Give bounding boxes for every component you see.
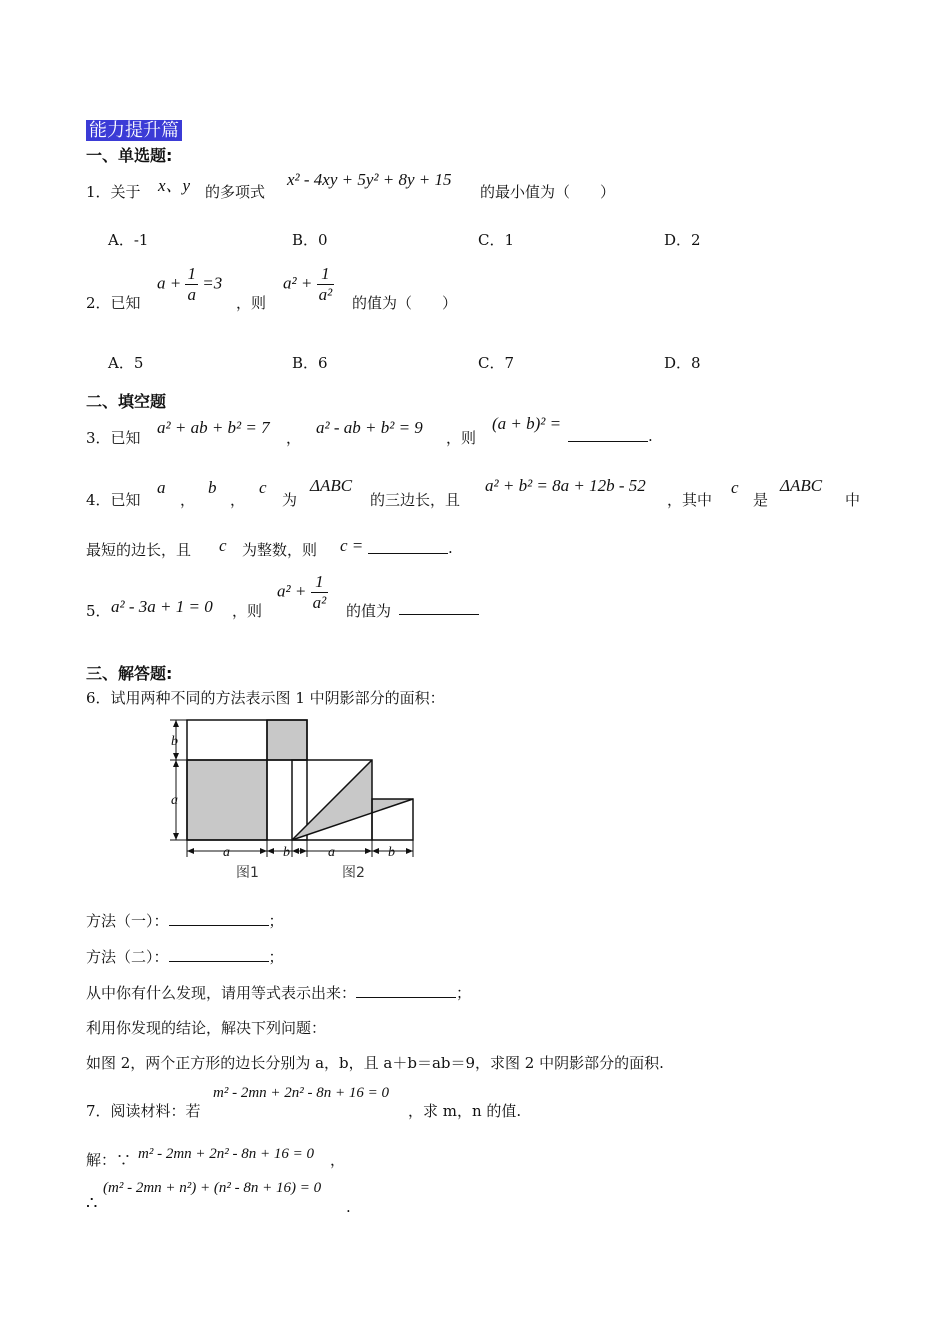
q6-stem: 6．试用两种不同的方法表示图 1 中阴影部分的面积：	[86, 689, 445, 707]
q4-number: 4．已知	[86, 491, 141, 509]
q5-expression: a² - 3a + 1 = 0	[111, 597, 213, 616]
q1-expression: x² - 4xy + 5y² + 8y + 15	[287, 170, 452, 189]
q3-expr-3: (a + b)² =	[492, 414, 562, 433]
q1-option-a[interactable]: A．-1	[108, 231, 149, 249]
q3-sep: ，	[286, 429, 302, 447]
q4-answer-blank[interactable]	[368, 539, 448, 558]
fig2-label-a: a	[328, 845, 335, 860]
q4-line-2b: 为整数，则	[242, 541, 318, 559]
q7-solution-expr-2: (m² - 2mn + n²) + (n² - 8n + 16) = 0	[103, 1180, 322, 1196]
q7-solution-expr-1: m² - 2mn + 2n² - 8n + 16 = 0	[138, 1146, 315, 1162]
q7-number: 7．阅读材料：若	[86, 1102, 201, 1120]
page-title: 能力提升篇	[86, 116, 182, 142]
q7-solution-end-2: .	[346, 1198, 351, 1216]
q2-option-c[interactable]: C．7	[478, 354, 515, 372]
q4-text-1: 的三边长，且	[370, 491, 461, 509]
q4-end: .	[448, 539, 453, 557]
q4-var-a: a	[157, 478, 166, 497]
q4-wei: 为	[282, 491, 298, 509]
q5-fraction: $\frac{1}{\text{a²}}$	[312, 572, 327, 612]
q3-expr-2: a² - ab + b² = 9	[316, 418, 423, 437]
q6-use: 利用你发现的结论，解决下列问题：	[86, 1019, 327, 1037]
q7-solution-end-1: ，	[330, 1151, 346, 1169]
fig1-label-b-bottom: b	[283, 845, 290, 860]
q6-method-2: 方法（二）： ；	[86, 948, 284, 966]
q6-figures	[80, 712, 440, 887]
q4-zhong: 中	[845, 491, 861, 509]
q2-option-d[interactable]: D．8	[664, 354, 701, 372]
fig1-label-a-bottom: a	[223, 845, 230, 860]
q5-tail: 的值为	[346, 602, 392, 620]
q2-expr-b: a² + $\frac{1}{\text{a²}}$	[283, 264, 333, 304]
figure-2	[292, 760, 413, 857]
q4-var-c-2: c	[731, 478, 739, 497]
fig2-shaded-triangle	[292, 760, 413, 840]
q4-var-b: b	[208, 478, 217, 497]
q3-number: 3．已知	[86, 429, 141, 447]
section-heading-fill-blank: 二、填空题	[86, 392, 167, 411]
q2-fraction-2: $\frac{1}{\text{a²}}$	[318, 264, 333, 304]
q1-vars: x、y	[158, 176, 191, 195]
q1-mid: 的多项式	[205, 183, 266, 201]
fig2-caption: 图2	[342, 865, 365, 881]
q1-tail: 的最小值为（ ）	[480, 183, 616, 201]
q4-text-2: ，其中	[667, 491, 713, 509]
section-heading-solution: 三、解答题:	[86, 664, 173, 683]
q5-number: 5．	[86, 602, 111, 620]
q5-expr-b: a² + $\frac{1}{\text{a²}}$	[277, 572, 327, 612]
q6-discovery-blank[interactable]	[356, 983, 456, 998]
q1-option-d[interactable]: D．2	[664, 231, 701, 249]
q7-therefore: ∴	[86, 1193, 98, 1214]
q5-mid: ，则	[232, 602, 263, 620]
q6-discovery: 从中你有什么发现，请用等式表示出来： ；	[86, 984, 472, 1002]
q3-expr-1: a² + ab + b² = 7	[157, 418, 270, 437]
q1-number: 1．关于	[86, 183, 141, 201]
q3-end: .	[648, 427, 653, 445]
q2-fraction: $\frac{1}{a}$	[187, 264, 196, 304]
fig1-label-b-left: b	[171, 734, 178, 749]
q4-var-c: c	[259, 478, 267, 497]
q4-comma-1: ，	[180, 491, 196, 509]
q2-option-a[interactable]: A．5	[108, 354, 144, 372]
fig1-small-shaded-square	[267, 720, 307, 760]
q4-triangle-2: ΔABC	[780, 476, 823, 495]
q3-mid: ，则	[446, 429, 477, 447]
q2-expr-a: a + $\frac{1}{a}$ =3	[157, 264, 223, 304]
fig1-caption: 图1	[236, 865, 259, 881]
q7-expression: m² - 2mn + 2n² - 8n + 16 = 0	[213, 1085, 390, 1101]
q1-option-c[interactable]: C．1	[478, 231, 515, 249]
q7-tail: ，求 m，n 的值.	[408, 1102, 522, 1120]
q4-line-2a: 最短的边长，且	[86, 541, 192, 559]
figure-1	[170, 720, 307, 857]
q4-triangle: ΔABC	[310, 476, 353, 495]
q7-solution-label: 解：∵	[86, 1151, 132, 1169]
q6-problem: 如图 2，两个正方形的边长分别为 a，b，且 a＋b＝ab＝9，求图 2 中阴影部分的面积.	[86, 1054, 664, 1072]
q6-method-1-blank[interactable]	[169, 911, 269, 926]
q4-comma-2: ，	[230, 491, 246, 509]
fig1-large-shaded-square	[187, 760, 267, 840]
q2-number: 2．已知	[86, 294, 141, 312]
fig2-label-b: b	[388, 845, 395, 860]
q5-answer-blank[interactable]	[399, 600, 479, 619]
q4-expression: a² + b² = 8a + 12b - 52	[485, 476, 646, 495]
q2-tail: 的值为（ ）	[352, 294, 458, 312]
section-heading-single-choice: 一、单选题:	[86, 146, 173, 165]
q4-var-c-3: c	[219, 536, 227, 555]
q6-method-1: 方法（一）： ；	[86, 912, 284, 930]
q1-option-b[interactable]: B．0	[292, 231, 328, 249]
q2-option-b[interactable]: B．6	[292, 354, 328, 372]
q6-method-2-blank[interactable]	[169, 947, 269, 962]
q4-shi: 是	[753, 491, 769, 509]
q2-mid: ，则	[236, 294, 267, 312]
q3-answer-blank[interactable]	[568, 427, 648, 446]
q4-c-eq: c =	[340, 536, 364, 555]
fig1-label-a-left: a	[171, 793, 178, 808]
